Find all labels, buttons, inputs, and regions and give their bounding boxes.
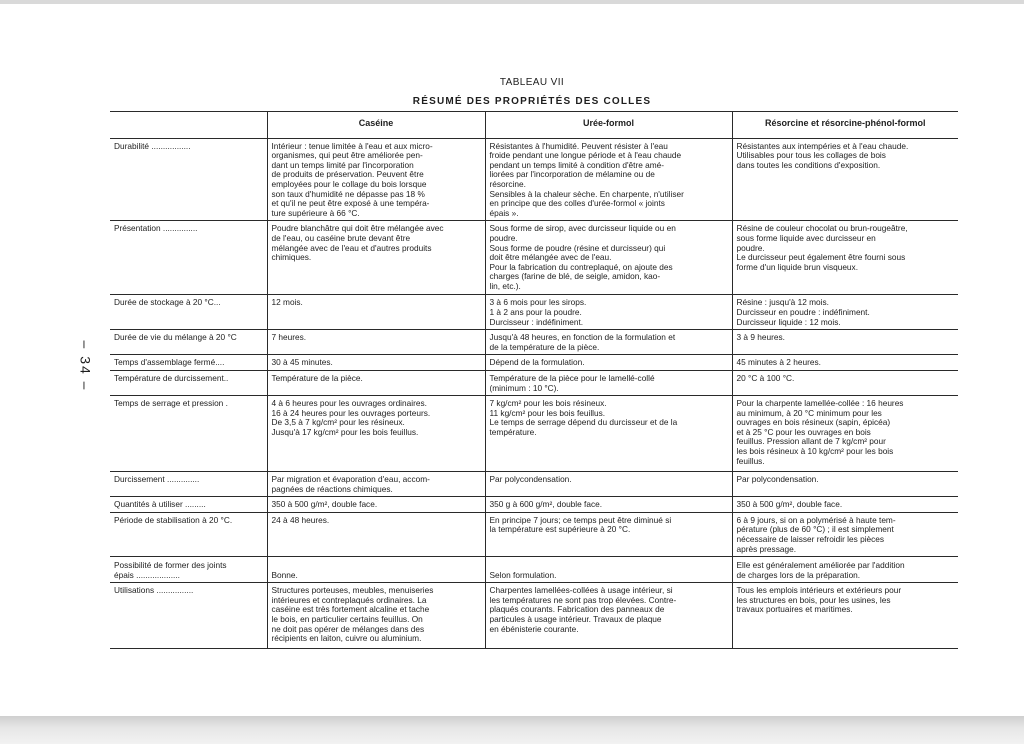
cell-resorcine: 6 à 9 jours, si on a polymérisé à haute tem- pérature (plus de 60 °C) ; il est simplement nécessaire de laisser refroidir les pièces après pressage. [732, 512, 958, 556]
cell-caseine: 30 à 45 minutes. [267, 355, 485, 371]
cell-resorcine: 45 minutes à 2 heures. [732, 355, 958, 371]
row-label: Durabilité ................. [110, 138, 267, 221]
row-label: Période de stabilisation à 20 °C. [110, 512, 267, 556]
scan-edge-top [0, 0, 1024, 4]
row-label: Temps de serrage et pression . [110, 396, 267, 472]
table-row [110, 370, 958, 395]
table-row [110, 472, 958, 497]
cell-caseine: Structures porteuses, meubles, menuiseries intérieures et contreplaqués ordinaires. La caséine est très fortement alcaline et tache le bois, en particulier certains feuillus. On ne doit pas opérer de mélanges dans des récipients en laiton, cuivre ou aluminium. [267, 583, 485, 649]
cell-uree-formol: Charpentes lamellées-collées à usage intérieur, si les températures ne sont pas trop élevées. Contre- plaqués courants. Fabrication des panneaux de particules à usage intérieur. Travaux de plaque en ébénisterie courante. [485, 583, 732, 649]
cell-resorcine: Par polycondensation. [732, 472, 958, 497]
cell-uree-formol: Résistantes à l'humidité. Peuvent résister à l'eau froide pendant une longue période et à l'eau chaude pendant un temps limité à condition d'être amé- liorées par l'incorporation de mélamine ou de résorcine. Sensibles à la chaleur sèche. En charpente, n'utiliser en principe que des colles d'urée-formol « joints épais ». [485, 138, 732, 221]
cell-caseine: 7 heures. [267, 330, 485, 355]
table-row [110, 557, 958, 583]
row-label: Présentation ............... [110, 221, 267, 295]
row-label: Temps d'assemblage fermé.... [110, 355, 267, 371]
cell-uree-formol: Température de la pièce pour le lamellé-collé (minimum : 10 °C). [485, 370, 732, 395]
row-label: Durée de vie du mélange à 20 °C [110, 330, 267, 355]
row-label: Quantités à utiliser ......... [110, 497, 267, 513]
cell-uree-formol: Jusqu'à 48 heures, en fonction de la formulation et de la température de la pièce. [485, 330, 732, 355]
table-title: RÉSUMÉ DES PROPRIÉTÉS DES COLLES [412, 96, 652, 107]
cell-resorcine: 20 °C à 100 °C. [732, 370, 958, 395]
header-label-column [110, 112, 267, 139]
cell-caseine: Intérieur : tenue limitée à l'eau et aux micro- organismes, qui peut être améliorée pen- dant un temps limité par l'incorporation de produits de préservation. Peuvent être employées pour le collage du bois lorsque son taux d'humidité ne dépasse pas 18 % et qu'il ne peut être exposé à une tempéra- ture supérieure à 66 °C. [267, 138, 485, 221]
table-number: TABLEAU VII [499, 77, 565, 88]
cell-uree-formol: Dépend de la formulation. [485, 355, 732, 371]
cell-uree-formol: Par polycondensation. [485, 472, 732, 497]
table-row [110, 512, 958, 556]
glue-properties-table [110, 111, 958, 649]
cell-resorcine: 350 à 500 g/m², double face. [732, 497, 958, 513]
cell-caseine: Poudre blanchâtre qui doit être mélangée avec de l'eau, ou caséine brute devant être mélangée avec de l'eau et d'autres produits chimiques. [267, 221, 485, 295]
cell-caseine: Température de la pièce. [267, 370, 485, 395]
table-row [110, 497, 958, 513]
cell-caseine: 4 à 6 heures pour les ouvrages ordinaires. 16 à 24 heures pour les ouvrages porteurs. De 3,5 à 7 kg/cm² pour les résineux. Jusqu'à 17 kg/cm² pour les bois feuillus. [267, 396, 485, 472]
cell-resorcine: Résine : jusqu'à 12 mois. Durcisseur en poudre : indéfiniment. Durcisseur liquide : 12 mois. [732, 295, 958, 330]
table-row [110, 396, 958, 472]
cell-resorcine: Elle est généralement améliorée par l'addition de charges lors de la préparation. [732, 557, 958, 583]
cell-resorcine: Résine de couleur chocolat ou brun-rougeâtre, sous forme liquide avec durcisseur en poudre. Le durcisseur peut également être fourni sous forme d'un liquide brun visqueux. [732, 221, 958, 295]
row-label: Utilisations ................ [110, 583, 267, 649]
table-row [110, 138, 958, 221]
cell-caseine: Par migration et évaporation d'eau, accom- pagnées de réactions chimiques. [267, 472, 485, 497]
cell-uree-formol: 7 kg/cm² pour les bois résineux. 11 kg/cm² pour les bois feuillus. Le temps de serrage dépend du durcisseur et de la température. [485, 396, 732, 472]
cell-uree-formol: 3 à 6 mois pour les sirops. 1 à 2 ans pour la poudre. Durcisseur : indéfiniment. [485, 295, 732, 330]
cell-uree-formol: Sous forme de sirop, avec durcisseur liquide ou en poudre. Sous forme de poudre (résine et durcisseur) qui doit être mélangée avec de l'eau. Pour la fabrication du contreplaqué, on ajoute des charges (farine de blé, de seigle, amidon, kao- lin, etc.). [485, 221, 732, 295]
table-row [110, 355, 958, 371]
row-label: Durcissement .............. [110, 472, 267, 497]
row-label: Durée de stockage à 20 °C... [110, 295, 267, 330]
table-row [110, 221, 958, 295]
cell-caseine: 12 mois. [267, 295, 485, 330]
cell-uree-formol: 350 g à 600 g/m², double face. [485, 497, 732, 513]
table-row [110, 295, 958, 330]
cell-caseine: Bonne. [267, 557, 485, 583]
table-row [110, 330, 958, 355]
row-label: Température de durcissement.. [110, 370, 267, 395]
cell-resorcine: Résistantes aux intempéries et à l'eau chaude. Utilisables pour tous les collages de bois dans toutes les conditions d'exposition. [732, 138, 958, 221]
cell-resorcine: 3 à 9 heures. [732, 330, 958, 355]
header-resorcine: Résorcine et résorcine-phénol-formol [732, 112, 958, 139]
table-row [110, 583, 958, 649]
cell-uree-formol: Selon formulation. [485, 557, 732, 583]
table-header-row [110, 112, 958, 139]
header-uree-formol: Urée-formol [485, 112, 732, 139]
page-number: – 34 – [77, 340, 94, 392]
header-caseine: Caséine [267, 112, 485, 139]
cell-resorcine: Tous les emplois intérieurs et extérieurs pour les structures en bois, pour les usines, les travaux portuaires et maritimes. [732, 583, 958, 649]
cell-caseine: 24 à 48 heures. [267, 512, 485, 556]
scan-edge-bottom [0, 716, 1024, 744]
cell-uree-formol: En principe 7 jours; ce temps peut être diminué si la température est supérieure à 20 °C. [485, 512, 732, 556]
row-label: Possibilité de former des joints épais ................... [110, 557, 267, 583]
cell-resorcine: Pour la charpente lamellée-collée : 16 heures au minimum, à 20 °C minimum pour les ouvrages en bois résineux (sapin, épicéa) et à 25 °C pour les ouvrages en bois feuillus. Pression allant de 7 kg/cm² pour les bois résineux à 10 kg/cm² pour les bois feuillus. [732, 396, 958, 472]
cell-caseine: 350 à 500 g/m², double face. [267, 497, 485, 513]
